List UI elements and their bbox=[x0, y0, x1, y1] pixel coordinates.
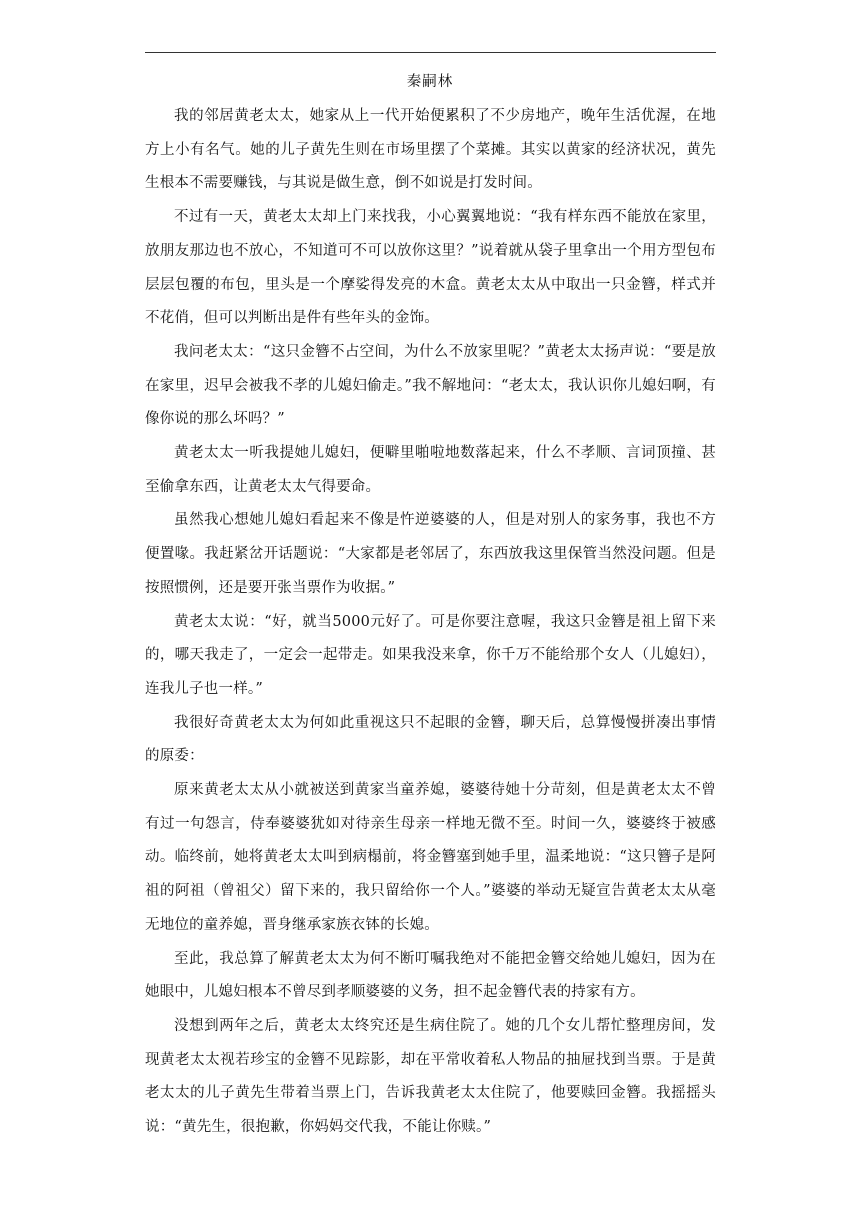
paragraph-3: 我问老太太：“这只金簪不占空间，为什么不放家里呢？”黄老太太扬声说：“要是放在家里，迟早会被我不孝的儿媳妇偷走。”我不解地问：“老太太，我认识你儿媳妇啊，有像你说的那么坏吗？” bbox=[145, 343, 716, 428]
paragraph-4: 黄老太太一听我提她儿媳妇，便噼里啪啦地数落起来，什么不孝顺、言词顶撞、甚至偷拿东西，让黄老太太气得要命。 bbox=[145, 445, 716, 495]
paragraph-9: 至此，我总算了解黄老太太为何不断叮嘱我绝对不能把金簪交给她儿媳妇，因为在她眼中，儿媳妇根本不曾尽到孝顺婆婆的义务，担不起金簪代表的持家有方。 bbox=[145, 950, 716, 1001]
header-rule bbox=[145, 52, 716, 53]
paragraph-2: 不过有一天，黄老太太却上门来找我，小心翼翼地说：“我有样东西不能放在家里，放朋友那边也不放心，不知道可不可以放你这里？”说着就从袋子里拿出一个用方型包布层层包覆的布包，里头是一个摩娑得发亮的木盒。黄老太太从中取出一只金簪，样式并不花俏，但可以判断出是件有些年头的金饰。 bbox=[145, 209, 716, 327]
author-name: 秦嗣林 bbox=[406, 74, 454, 90]
paragraph-8: 原来黄老太太从小就被送到黄家当童养媳，婆婆待她十分苛刻，但是黄老太太不曾有过一句怨言，侍奉婆婆犹如对待亲生母亲一样地无微不至。时间一久，婆婆终于被感动。临终前，她将黄老太太叫到病榻前，将金簪塞到她手里，温柔地说：“这只簪子是阿祖的阿祖（曾祖父）留下来的，我只留给你一个人。”婆婆的举动无疑宣告黄老太太从毫无地位的童养媳，晋身继承家族衣钵的长媳。 bbox=[145, 782, 716, 933]
paragraph-1: 我的邻居黄老太太，她家从上一代开始便累积了不少房地产，晚年生活优渥，在地方上小有名气。她的儿子黄先生则在市场里摆了个菜摊。其实以黄家的经济状况，黄先生根本不需要赚钱，与其说是做生意，倒不如说是打发时间。 bbox=[145, 108, 716, 192]
article-body bbox=[145, 100, 716, 1145]
paragraph-7: 我很好奇黄老太太为何如此重视这只不起眼的金簪，聊天后，总算慢慢拼凑出事情的原委： bbox=[145, 714, 716, 765]
paragraph-10: 没想到两年之后，黄老太太终究还是生病住院了。她的几个女儿帮忙整理房间，发现黄老太太视若珍宝的金簪不见踪影，却在平常收着私人物品的抽屉找到当票。于是黄老太太的儿子黄先生带着当票上门，告诉我黄老太太住院了，他要赎回金簪。我摇摇头说：“黄先生，很抱歉，你妈妈交代我，不能让你赎。” bbox=[145, 1017, 716, 1136]
paragraph-6: 黄老太太说：“好，就当5000元好了。可是你要注意喔，我这只金簪是祖上留下来的，哪天我走了，一定会一起带走。如果我没来拿，你千万不能给那个女人（儿媳妇），连我儿子也一样。” bbox=[145, 613, 716, 697]
paragraph-5: 虽然我心想她儿媳妇看起来不像是忤逆婆婆的人，但是对别人的家务事，我也不方便置喙。我赶紧岔开话题说：“大家都是老邻居了，东西放我这里保管当然没问题。但是按照惯例，还是要开张当票作为收据。” bbox=[145, 512, 716, 596]
